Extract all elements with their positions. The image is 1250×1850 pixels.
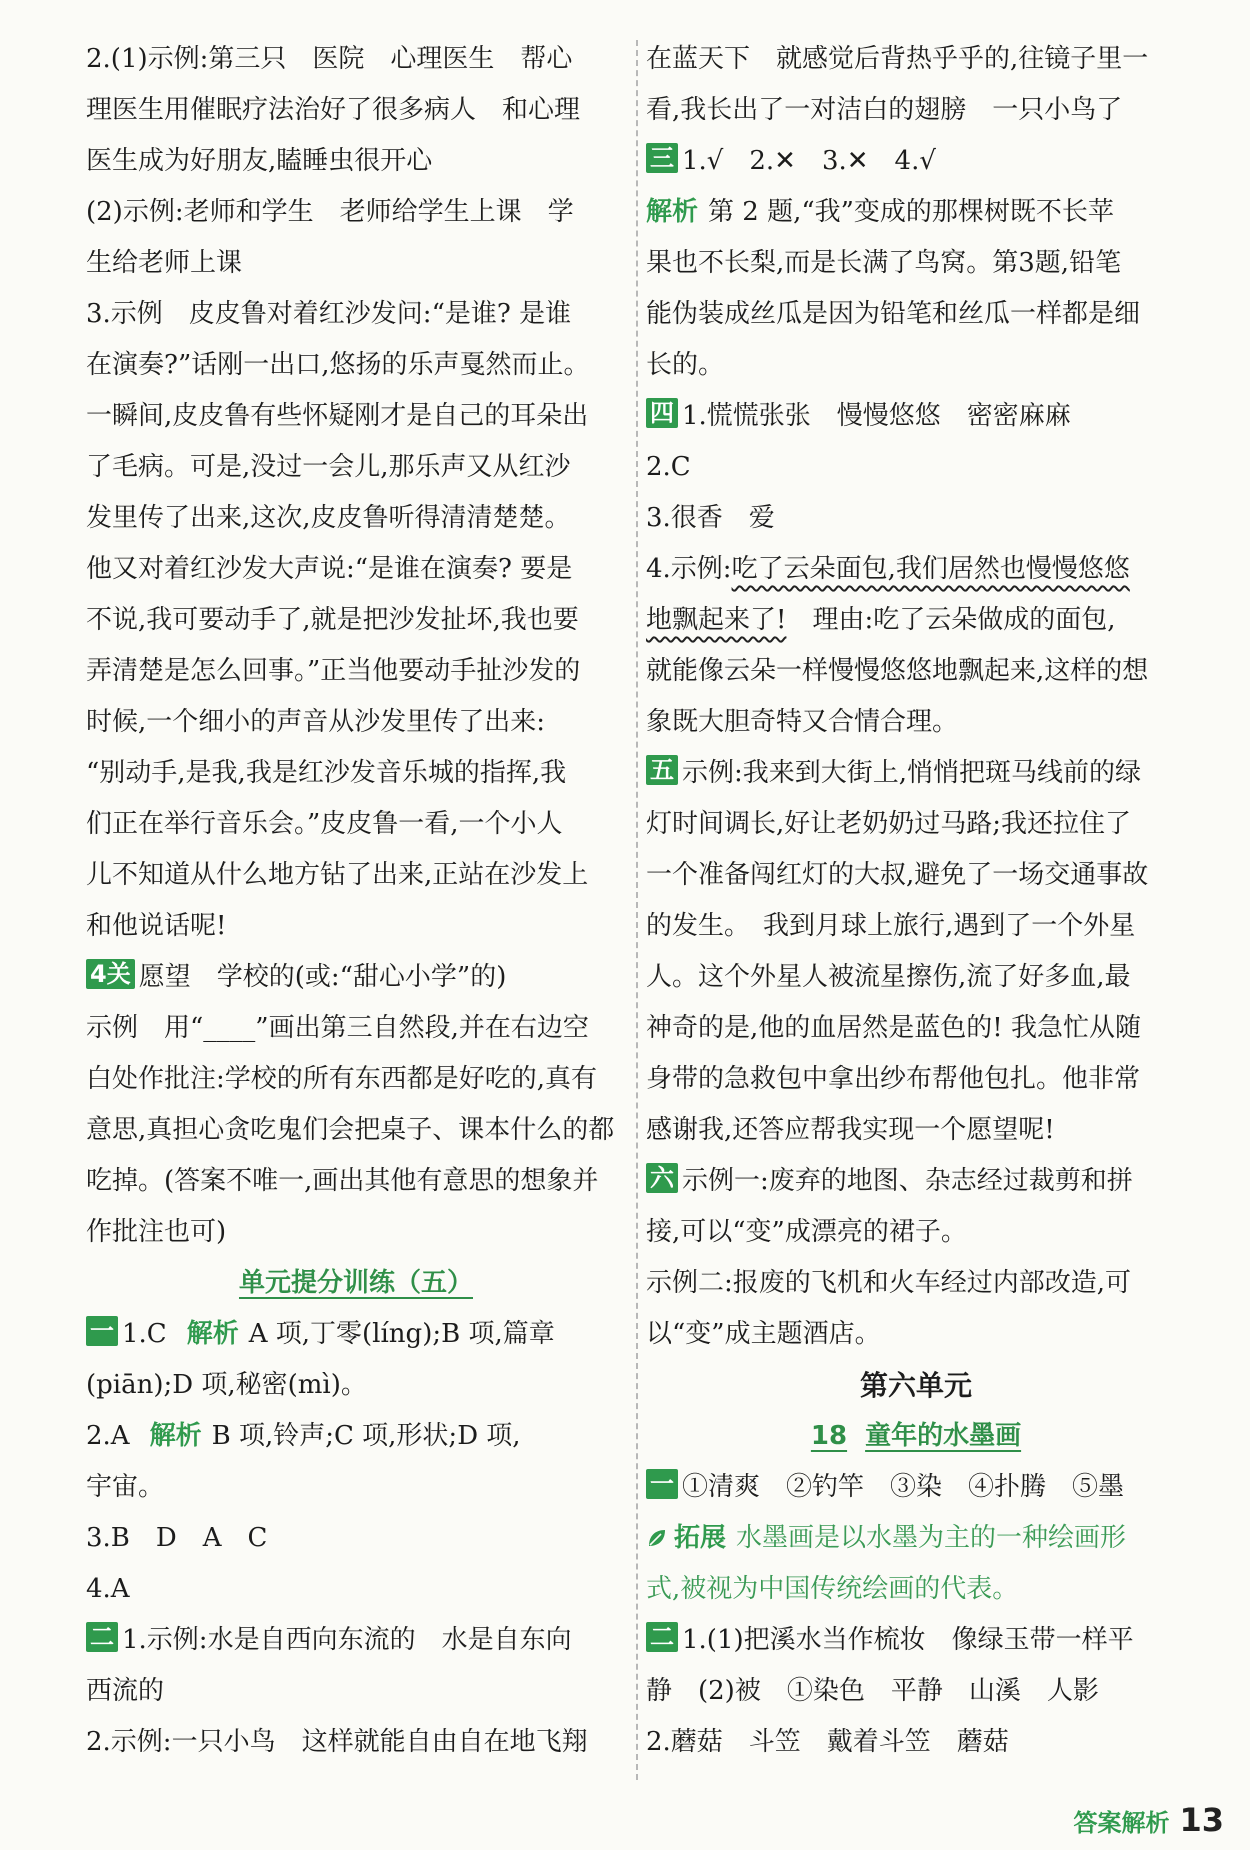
- part6-tag: 六: [646, 1163, 678, 1193]
- part8-q1-cont: 静 (2)被 ①染色 平静 山溪 人影: [646, 1676, 1099, 1706]
- part1-q1-cont: (piān);D 项,秘密(mì)。: [86, 1370, 367, 1400]
- analysis-label: 解析: [646, 197, 699, 227]
- part4-q4-reason: 理由:吃了云朵做成的面包,: [786, 605, 1116, 635]
- part4-q4-cont: [646, 595, 1186, 646]
- part3-analysis: [646, 187, 1186, 238]
- answer-line: 在蓝天下 就感觉后背热乎乎的,往镜子里一: [646, 44, 1149, 74]
- answer-line: 理医生用催眠疗法治好了很多病人 和心理: [86, 95, 581, 125]
- answer-line: 示例 用“____”画出第三自然段,并在右边空: [86, 1013, 589, 1043]
- answer-line: 了毛病。可是,没过一会儿,那乐声又从红沙: [86, 452, 571, 482]
- part8-q1: [646, 1615, 1186, 1666]
- part4-q4-prefix: 4.示例:: [646, 554, 732, 584]
- part7-text: ①清爽 ②钓竿 ③染 ④扑腾 ⑤墨: [682, 1472, 1125, 1502]
- part5-block: [646, 799, 1186, 1156]
- part3-tag: 三: [646, 143, 678, 173]
- part2-q1: [86, 1615, 626, 1666]
- part5-first-text: 示例:我来到大街上,悄悄把斑马线前的绿: [682, 758, 1142, 788]
- part6-first: [646, 1156, 1186, 1207]
- part6-block: [646, 1207, 1186, 1360]
- left-answer-block: [86, 34, 626, 952]
- part5-tag: 五: [646, 755, 678, 785]
- answer-line: 他又对着红沙发大声说:“是谁在演奏? 要是: [86, 554, 573, 584]
- part8-tag: 二: [646, 1622, 678, 1652]
- answer-line: 一个准备闯红灯的大叔,避免了一场交通事故: [646, 860, 1149, 890]
- level4-answer-block: [86, 1003, 626, 1258]
- answer-line: 不说,我可要动手了,就是把沙发扯坏,我也要: [86, 605, 579, 635]
- part1-q4: 4.A: [86, 1574, 130, 1604]
- answer-line: 生给老师上课: [86, 248, 243, 278]
- part1-q2-cont: 宇宙。: [86, 1472, 165, 1502]
- answer-line: 以“变”成主题酒店。: [646, 1319, 881, 1349]
- part4-q3: 3.很香 爱: [646, 503, 775, 533]
- answer-line: (2)示例:老师和学生 老师给学生上课 学: [86, 197, 574, 227]
- level4-line: [86, 952, 626, 1003]
- part2-q1-cont: 西流的: [86, 1676, 165, 1706]
- part2-q2: 2.示例:一只小鸟 这样就能自由自在地飞翔: [86, 1727, 588, 1757]
- footer-label: 答案解析: [1073, 1808, 1170, 1837]
- unit-title-line: [646, 1360, 1186, 1411]
- lesson-number: 18: [810, 1421, 848, 1451]
- wavy-underlined-sentence: 吃了云朵面包,我们居然也慢慢悠悠: [731, 554, 1130, 584]
- part3-answer-text: 1.√ 2.✕ 3.✕ 4.√: [682, 146, 936, 176]
- right-column: [646, 34, 1186, 1768]
- answer-line: 象既大胆奇特又合情合理。: [646, 707, 959, 737]
- level4-tag: 4关: [86, 959, 135, 989]
- part1-q2: [86, 1411, 626, 1462]
- part4-reason-block: [646, 646, 1186, 748]
- answer-line: 看,我长出了一对洁白的翅膀 一只小鸟了: [646, 95, 1123, 125]
- level4-text: 愿望 学校的(或:“甜心小学”的): [138, 962, 507, 992]
- answer-line: 弄清楚是怎么回事。”正当他要动手扯沙发的: [86, 656, 581, 686]
- answer-line: 们正在举行音乐会。”皮皮鲁一看,一个小人: [86, 809, 563, 839]
- part8-q2: 2.蘑菇 斗笠 戴着斗笠 蘑菇: [646, 1727, 1009, 1757]
- answer-line: 发里传了出来,这次,皮皮鲁听得清清楚楚。: [86, 503, 571, 533]
- part4-q4: [646, 544, 1186, 595]
- analysis-label: 解析: [149, 1421, 202, 1451]
- analysis-line: 能伪装成丝瓜是因为铅笔和丝瓜一样都是细: [646, 299, 1141, 329]
- answer-line: 一瞬间,皮皮鲁有些怀疑刚才是自己的耳朵出: [86, 401, 589, 431]
- column-divider: [636, 40, 638, 1780]
- answer-line: 感谢我,还答应帮我实现一个愿望呢!: [646, 1115, 1055, 1145]
- part1-q2-analysis: B 项,铃声;C 项,形状;D 项,: [211, 1421, 521, 1451]
- page-footer: [1073, 1800, 1224, 1840]
- analysis-line: 长的。: [646, 350, 725, 380]
- answer-line: 白处作批注:学校的所有东西都是好吃的,真有: [86, 1064, 598, 1094]
- part1-q1: [86, 1309, 626, 1360]
- answer-line: 身带的急救包中拿出纱布帮他包扎。他非常: [646, 1064, 1141, 1094]
- answer-line: 神奇的是,他的血居然是蓝色的! 我急忙从随: [646, 1013, 1141, 1043]
- part3-analysis-block: [646, 238, 1186, 391]
- part2-q1-text: 1.示例:水是自西向东流的 水是自东向: [122, 1625, 572, 1655]
- part1-q1-answer: 1.C: [122, 1319, 167, 1349]
- part4-q1: [646, 391, 1186, 442]
- answer-line: 接,可以“变”成漂亮的裙子。: [646, 1217, 967, 1247]
- part5-first: [646, 748, 1186, 799]
- part1-q1-analysis: A 项,丁零(líng);B 项,篇章: [248, 1319, 555, 1349]
- part7: [646, 1462, 1186, 1513]
- part2-tag: 二: [86, 1622, 118, 1652]
- answer-line: 时候,一个细小的声音从沙发里传了出来:: [86, 707, 546, 737]
- lesson-title: 童年的水墨画: [865, 1421, 1022, 1451]
- extension-text: 水墨画是以水墨为主的一种绘画形: [736, 1523, 1127, 1553]
- extension-cont: 式,被视为中国传统绘画的代表。: [646, 1574, 1019, 1604]
- answer-line: 医生成为好朋友,瞌睡虫很开心: [86, 146, 433, 176]
- answer-line: “别动手,是我,我是红沙发音乐城的指挥,我: [86, 758, 567, 788]
- analysis-line: 果也不长梨,而是长满了鸟窝。第3题,铅笔: [646, 248, 1122, 278]
- answer-line: 人。这个外星人被流星擦伤,流了好多血,最: [646, 962, 1131, 992]
- analysis-label: 解析: [186, 1319, 239, 1349]
- section-title-line: [86, 1258, 626, 1309]
- part4-q2: 2.C: [646, 452, 691, 482]
- part3-analysis-text: 第 2 题,“我”变成的那棵树既不长苹: [708, 197, 1114, 227]
- part1-tag: 一: [86, 1316, 118, 1346]
- part8-q1-text: 1.(1)把溪水当作梳妆 像绿玉带一样平: [682, 1625, 1134, 1655]
- right-answer-block: [646, 34, 1186, 136]
- part3-answers: [646, 136, 1186, 187]
- answer-line: 就能像云朵一样慢慢悠悠地飘起来,这样的想: [646, 656, 1149, 686]
- answer-line: 和他说话呢!: [86, 911, 227, 941]
- part7-tag: 一: [646, 1469, 678, 1499]
- wavy-underlined-sentence: 地飘起来了!: [646, 605, 787, 635]
- extension-label: 拓展: [674, 1523, 727, 1553]
- answer-line: 吃掉。(答案不唯一,画出其他有意思的想象并: [86, 1166, 599, 1196]
- page-number: 13: [1179, 1801, 1224, 1839]
- answer-line: 意思,真担心贪吃鬼们会把桌子、课本什么的都: [86, 1115, 615, 1145]
- answer-line: 作批注也可): [86, 1217, 227, 1247]
- lesson-title-line: [646, 1411, 1186, 1462]
- section-title: 单元提分训练（五）: [238, 1268, 473, 1298]
- part1-q2-answer: 2.A: [86, 1421, 130, 1451]
- answer-line: 示例二:报废的飞机和火车经过内部改造,可: [646, 1268, 1132, 1298]
- part6-first-text: 示例一:废弃的地图、杂志经过裁剪和拼: [682, 1166, 1133, 1196]
- answer-line: 在演奏?”话刚一出口,悠扬的乐声戛然而止。: [86, 350, 590, 380]
- part1-q3: 3.B D A C: [86, 1523, 268, 1553]
- left-column: [86, 34, 626, 1768]
- answer-line: 儿不知道从什么地方钻了出来,正站在沙发上: [86, 860, 589, 890]
- unit-title: 第六单元: [859, 1369, 972, 1402]
- part4-q1-text: 1.慌慌张张 慢慢悠悠 密密麻麻: [682, 401, 1071, 431]
- leaf-icon: [646, 1516, 668, 1564]
- answer-line: 灯时间调长,好让老奶奶过马路;我还拉住了: [646, 809, 1132, 839]
- answer-line: 2.(1)示例:第三只 医院 心理医生 帮心: [86, 44, 573, 74]
- extension-line: [646, 1513, 1186, 1564]
- answer-line: 3.示例 皮皮鲁对着红沙发问:“是谁? 是谁: [86, 299, 572, 329]
- part4-tag: 四: [646, 398, 678, 428]
- answer-line: 的发生。 我到月球上旅行,遇到了一个外星: [646, 911, 1136, 941]
